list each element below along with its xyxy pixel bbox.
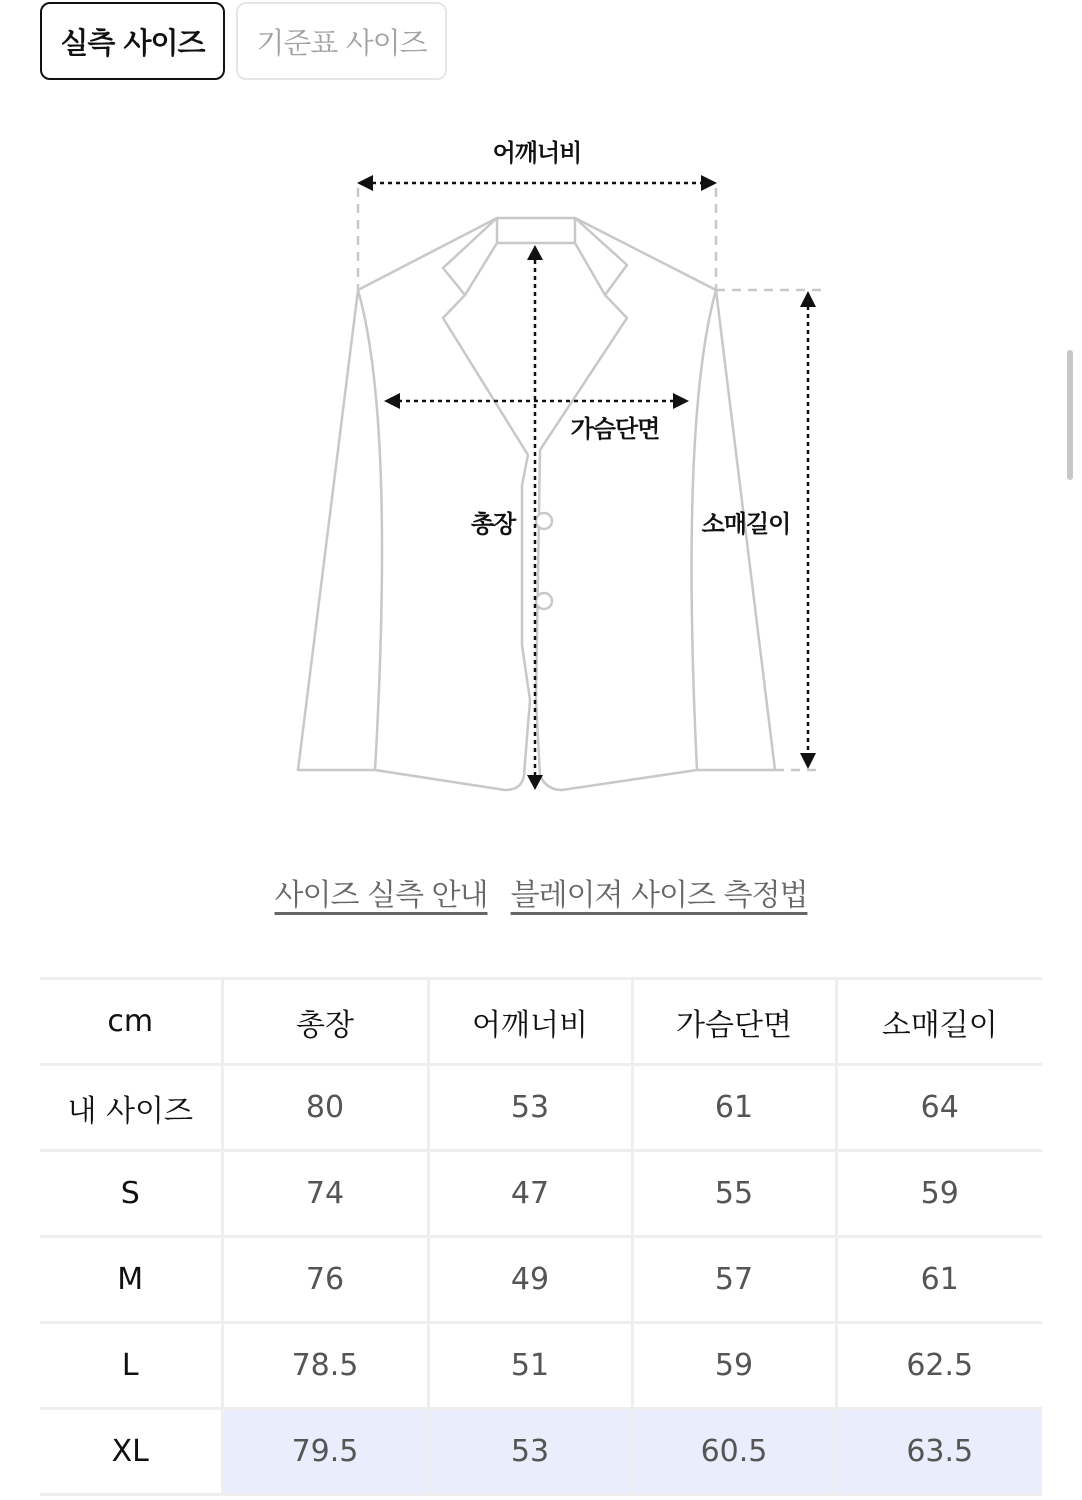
table-row <box>40 1065 1042 1151</box>
cell-value: 59 <box>836 1151 1042 1237</box>
cell-value: 53 <box>428 1409 632 1495</box>
cell-value: 76 <box>222 1237 428 1323</box>
header-unit: cm <box>40 979 222 1065</box>
cell-value: 61 <box>836 1237 1042 1323</box>
cell-value: 62.5 <box>836 1323 1042 1409</box>
header-sleeve-length: 소매길이 <box>836 979 1042 1065</box>
size-guide-links <box>0 870 1082 914</box>
cell-value: 79.5 <box>222 1409 428 1495</box>
table-row <box>40 1323 1042 1409</box>
shoulder-width-label: 어깨너비 <box>492 139 582 167</box>
cell-value: 78.5 <box>222 1323 428 1409</box>
button-icon <box>536 593 552 609</box>
cell-value: 63.5 <box>836 1409 1042 1495</box>
cell-value: 60.5 <box>632 1409 836 1495</box>
tab-measured-size[interactable]: 실측 사이즈 <box>40 2 225 80</box>
jacket-outline <box>298 218 775 790</box>
table-header-row <box>40 979 1042 1065</box>
tab-standard-size[interactable]: 기준표 사이즈 <box>236 2 447 80</box>
sleeve-length-label: 소매길이 <box>701 510 791 538</box>
row-label: XL <box>40 1409 222 1495</box>
total-length-label: 총장 <box>470 510 516 538</box>
cell-value: 59 <box>632 1323 836 1409</box>
cell-value: 47 <box>428 1151 632 1237</box>
button-icon <box>536 513 552 529</box>
header-total-length: 총장 <box>222 979 428 1065</box>
cell-value: 49 <box>428 1237 632 1323</box>
cell-value: 53 <box>428 1065 632 1151</box>
cell-value: 55 <box>632 1151 836 1237</box>
header-shoulder-width: 어깨너비 <box>428 979 632 1065</box>
cell-value: 51 <box>428 1323 632 1409</box>
row-label: S <box>40 1151 222 1237</box>
guide-lines <box>358 188 822 770</box>
row-label: L <box>40 1323 222 1409</box>
cell-value: 80 <box>222 1065 428 1151</box>
blazer-measure-method-link[interactable]: 블레이져 사이즈 측정법 <box>510 878 808 913</box>
cell-value: 61 <box>632 1065 836 1151</box>
cell-value: 74 <box>222 1151 428 1237</box>
size-table <box>40 977 1042 1496</box>
scrollbar-thumb[interactable] <box>1067 350 1073 480</box>
table-row <box>40 1151 1042 1237</box>
row-label: 내 사이즈 <box>40 1065 222 1151</box>
chest-width-label: 가슴단면 <box>570 415 660 443</box>
cell-value: 57 <box>632 1237 836 1323</box>
arrowheads <box>357 175 816 790</box>
table-row <box>40 1237 1042 1323</box>
row-label: M <box>40 1237 222 1323</box>
table-row-highlighted <box>40 1409 1042 1495</box>
size-measure-guide-link[interactable]: 사이즈 실측 안내 <box>274 878 488 913</box>
cell-value: 64 <box>836 1065 1042 1151</box>
measurement-lines <box>372 183 808 775</box>
header-chest-width: 가슴단면 <box>632 979 836 1065</box>
